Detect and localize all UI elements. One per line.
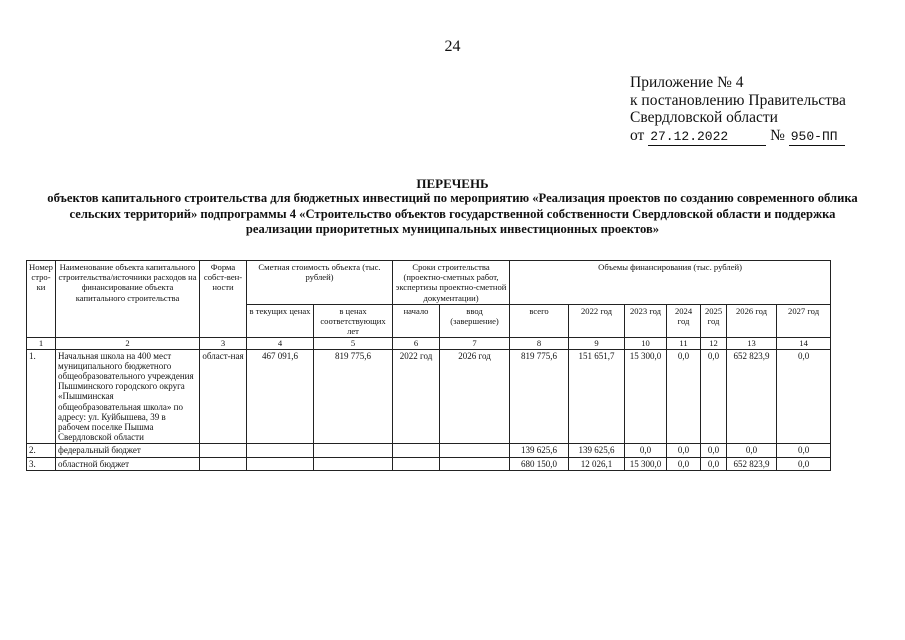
ownership-cell [200,457,247,470]
document-subtitle: объектов капитального строительства для бюджетных инвестиций по мероприятию «Реализация проектов по созданию современного облика сельских территорий» подпрограммы 4 «Строительство объектов государственной собственности Свердловской области и поддержка реализации приоритетных муниципальных инвестиционных проектов» [47,191,858,236]
start-cell [393,457,440,470]
column-number: 9 [569,338,625,349]
column-number: 5 [314,338,393,349]
header-name: Наименование объекта капитального строительства/источники расходов на финансирование объекта капитального строительства [56,261,200,338]
end-cell [440,444,510,457]
total-cell: 139 625,6 [510,444,569,457]
year-2024-cell: 0,0 [667,457,701,470]
header-2022: 2022 год [569,304,625,338]
header-terms: Сроки строительства (проектно-сметных работ, экспертизы проектно-сметной документации) [393,261,510,305]
year-2027-cell: 0,0 [777,349,831,444]
year-2022-cell: 139 625,6 [569,444,625,457]
column-number: 6 [393,338,440,349]
year-2027-cell: 0,0 [777,457,831,470]
column-number: 10 [625,338,667,349]
row-number: 3. [27,457,56,470]
year-2027-cell: 0,0 [777,444,831,457]
resolution-date: 27.12.2022 [648,128,766,147]
year-2025-cell: 0,0 [701,349,727,444]
document-title: ПЕРЕЧЕНЬ [416,176,489,191]
header-row-no: Номер стро-ки [27,261,56,338]
cost-actual-cell [314,457,393,470]
header-cost-current: в текущих ценах [247,304,314,338]
date-prefix: от [630,126,645,144]
year-2025-cell: 0,0 [701,444,727,457]
appendix-date-line [630,127,846,147]
table-row [27,444,831,457]
object-name: федеральный бюджет [56,444,200,457]
header-cost-actual: в ценах соответствующих лет [314,304,393,338]
start-cell [393,444,440,457]
year-2025-cell: 0,0 [701,457,727,470]
number-prefix: № [770,126,785,144]
object-name: областной бюджет [56,457,200,470]
object-name: Начальная школа на 400 мест муниципального бюджетного общеобразовательного учреждения Пышминского городского округа «Пышминская общеобразовательная школа» по адресу: ул. Куйбышева, 39 в рабочем поселке Пышма Свердловской области [56,349,200,444]
appendix-line-1: Приложение № 4 [630,74,744,91]
appendix-line-2: к постановлению Правительства [630,91,846,109]
page-number: 24 [444,38,461,55]
header-2026: 2026 год [727,304,777,338]
cost-actual-cell: 819 775,6 [314,349,393,444]
row-number: 1. [27,349,56,444]
year-2023-cell: 15 300,0 [625,349,667,444]
column-number: 13 [727,338,777,349]
cost-current-cell: 467 091,6 [247,349,314,444]
header-2023: 2023 год [625,304,667,338]
end-cell: 2026 год [440,349,510,444]
ownership-cell: област-ная [200,349,247,444]
column-number: 11 [667,338,701,349]
year-2023-cell: 15 300,0 [625,457,667,470]
column-number: 14 [777,338,831,349]
column-number: 12 [701,338,727,349]
cost-current-cell [247,444,314,457]
header-cost: Сметная стоимость объекта (тыс. рублей) [247,261,393,305]
year-2022-cell: 12 026,1 [569,457,625,470]
header-2024: 2024 год [667,304,701,338]
year-2026-cell: 652 823,9 [727,349,777,444]
year-2026-cell: 0,0 [727,444,777,457]
objects-table [26,260,831,471]
table-row [27,457,831,470]
header-ownership: Форма собст-вен-ности [200,261,247,338]
end-cell [440,457,510,470]
header-total: всего [510,304,569,338]
year-2024-cell: 0,0 [667,349,701,444]
header-2027: 2027 год [777,304,831,338]
row-number: 2. [27,444,56,457]
total-cell: 819 775,6 [510,349,569,444]
column-number: 8 [510,338,569,349]
total-cell: 680 150,0 [510,457,569,470]
column-number: 1 [27,338,56,349]
column-number: 3 [200,338,247,349]
header-start: начало [393,304,440,338]
header-finance: Объемы финансирования (тыс. рублей) [510,261,831,305]
column-number: 2 [56,338,200,349]
header-row-1 [27,261,831,305]
appendix-block [630,74,846,146]
start-cell: 2022 год [393,349,440,444]
appendix-line-3: Свердловской области [630,109,778,126]
header-2025: 2025 год [701,304,727,338]
year-2023-cell: 0,0 [625,444,667,457]
column-number: 4 [247,338,314,349]
column-number-row [27,338,831,349]
year-2024-cell: 0,0 [667,444,701,457]
cost-actual-cell [314,444,393,457]
column-number: 7 [440,338,510,349]
header-end: ввод (завершение) [440,304,510,338]
year-2022-cell: 151 651,7 [569,349,625,444]
table-row [27,349,831,444]
cost-current-cell [247,457,314,470]
year-2026-cell: 652 823,9 [727,457,777,470]
ownership-cell [200,444,247,457]
resolution-number: 950-ПП [789,128,845,147]
